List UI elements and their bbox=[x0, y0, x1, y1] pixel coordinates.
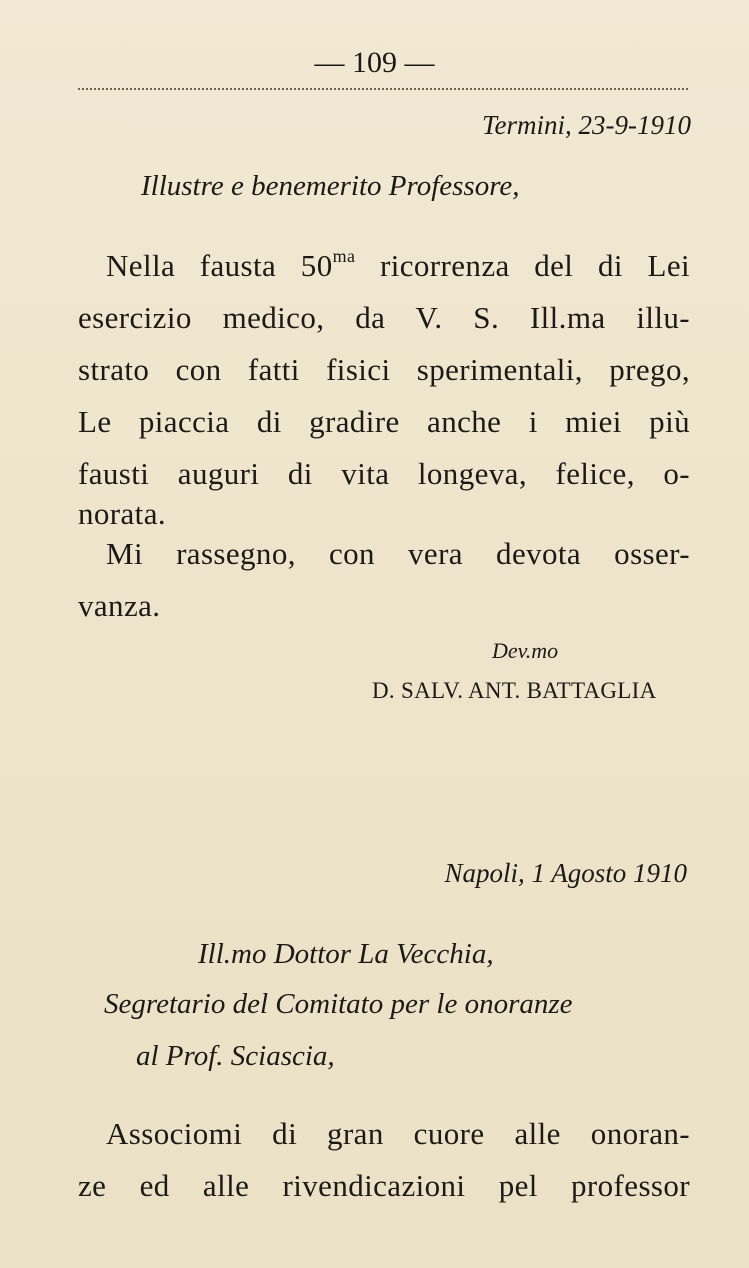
letter1-line-5: fausti auguri di vita longeva, felice, o- bbox=[78, 456, 690, 491]
letter1-line-1 bbox=[106, 248, 690, 284]
letter1-line-3: strato con fatti fisici sperimentali, prego, bbox=[78, 352, 690, 387]
line-text: ricorrenza del di Lei bbox=[355, 248, 690, 283]
letter1-signature: D. SALV. ANT. BATTAGLIA bbox=[372, 678, 657, 703]
letter1-line-7: Mi rassegno, con vera devota osser- bbox=[106, 536, 690, 571]
page-number: — 109 — bbox=[314, 46, 435, 79]
dotted-rule bbox=[78, 88, 688, 90]
letter1-line-4: Le piaccia di gradire anche i miei più bbox=[78, 404, 690, 439]
letter1-line-6: norata. bbox=[78, 496, 167, 531]
letter2-salutation-line-3: al Prof. Sciascia, bbox=[136, 1040, 335, 1072]
letter2-date: Napoli, 1 Agosto 1910 bbox=[444, 858, 687, 888]
letter1-date: Termini, 23-9-1910 bbox=[481, 110, 691, 140]
letter1-closing: Dev.mo bbox=[492, 638, 559, 663]
letter2-salutation-line-1: Ill.mo Dottor La Vecchia, bbox=[198, 938, 494, 970]
letter2-salutation-line-2: Segretario del Comitato per le onoranze bbox=[104, 988, 573, 1020]
line-text: Nella fausta 50 bbox=[106, 248, 333, 283]
letter2-line-2: ze ed alle rivendicazioni pel professor bbox=[78, 1168, 690, 1203]
letter1-line-8: vanza. bbox=[78, 588, 161, 623]
letter2-line-1: Associomi di gran cuore alle onoran- bbox=[106, 1116, 690, 1151]
letter1-line-2: esercizio medico, da V. S. Ill.ma illu- bbox=[78, 300, 690, 335]
letter1-salutation: Illustre e benemerito Professore, bbox=[141, 170, 520, 202]
superscript-ma: ma bbox=[332, 246, 356, 266]
